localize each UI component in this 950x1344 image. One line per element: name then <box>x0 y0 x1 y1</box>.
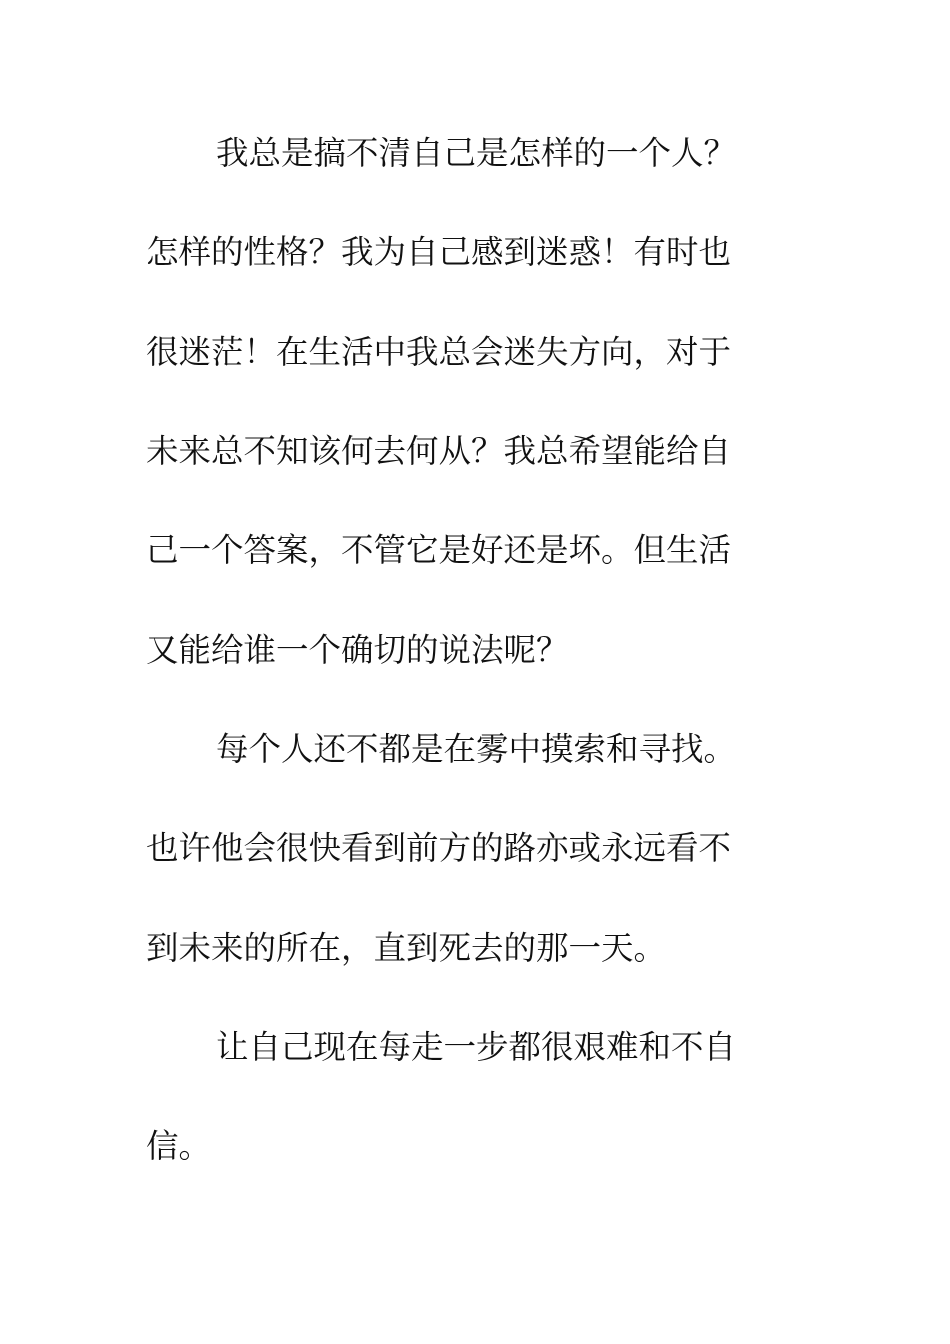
paragraph-1-line-5: 己一个答案，不管它是好还是坏。但生活 <box>146 531 732 569</box>
paragraph-1-line-3: 很迷茫！在生活中我总会迷失方向，对于 <box>146 333 732 371</box>
paragraph-1-line-1: 我总是搞不清自己是怎样的一个人？ <box>216 134 737 172</box>
paragraph-2-line-3: 到未来的所在，直到死去的那一天。 <box>146 929 667 967</box>
paragraph-3-line-2: 信。 <box>146 1127 212 1165</box>
paragraph-1-line-2: 怎样的性格？我为自己感到迷惑！有时也 <box>146 233 732 271</box>
paragraph-1-line-6: 又能给谁一个确切的说法呢？ <box>146 631 569 669</box>
paragraph-2-line-2: 也许他会很快看到前方的路亦或永远看不 <box>146 829 732 867</box>
paragraph-3-line-1: 让自己现在每走一步都很艰难和不自 <box>216 1028 737 1066</box>
paragraph-2-line-1: 每个人还不都是在雾中摸索和寻找。 <box>216 730 737 768</box>
paragraph-1-line-4: 未来总不知该何去何从？我总希望能给自 <box>146 432 732 470</box>
